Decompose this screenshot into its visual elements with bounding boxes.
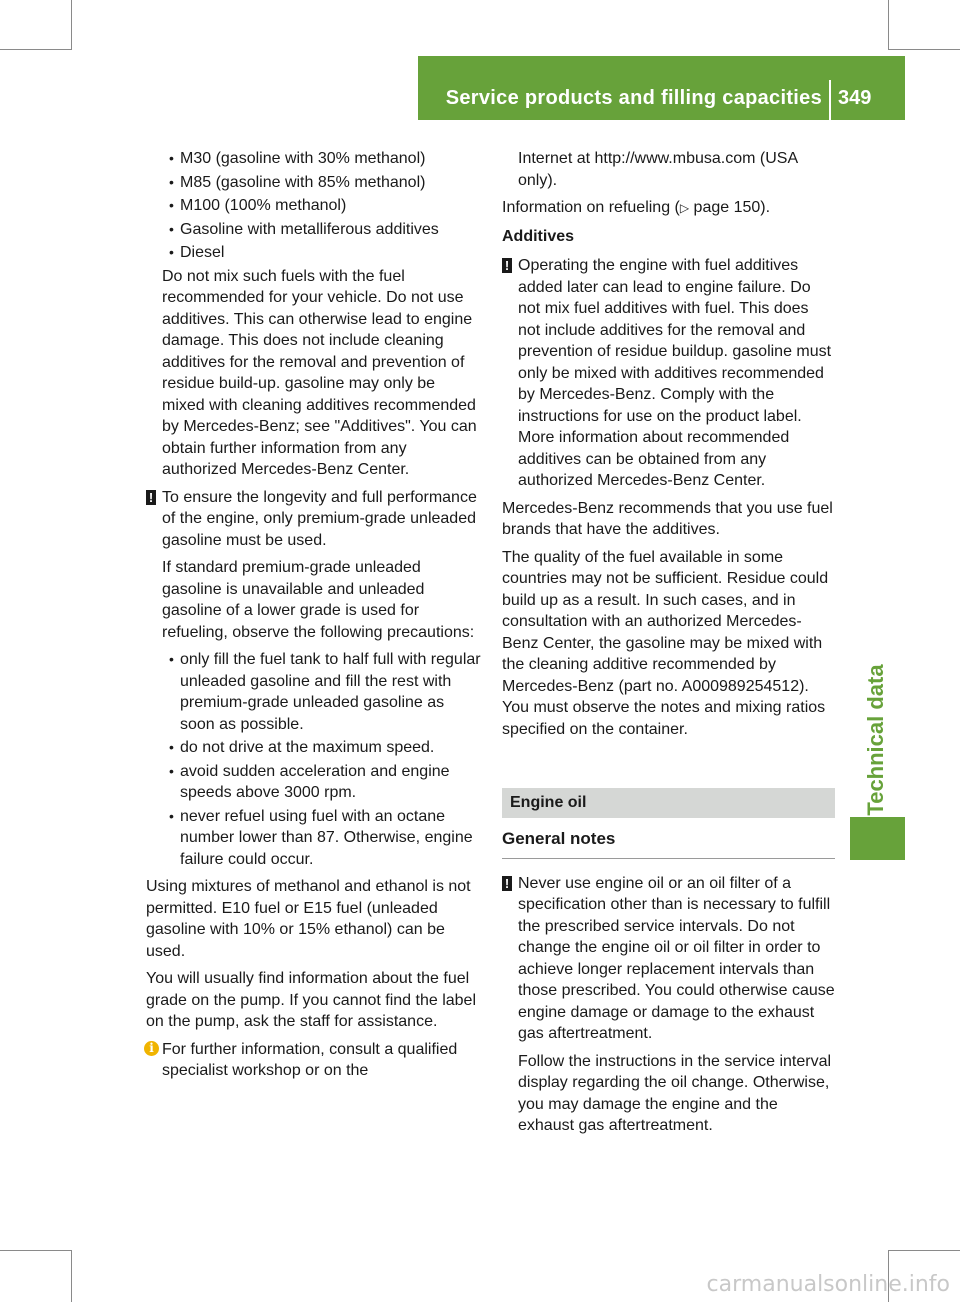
- mixtures-paragraph: Using mixtures of methanol and ethanol is not permitted. E10 fuel or E15 fuel (unleaded gasoline with 10% or 15% ethanol) can be used.: [146, 878, 471, 960]
- list-item: • M30 (gasoline with 30% methanol): [162, 148, 482, 170]
- warning-note: [146, 487, 482, 871]
- page-title: Service products and filling capacities: [445, 87, 822, 109]
- list-item: • avoid sudden acceleration and engine speeds above 3000 rpm.: [162, 761, 482, 804]
- warning-note: [502, 873, 835, 1137]
- warning-text: If standard premium-grade unleaded gasoline is unavailable and unleaded gasoline of a lower grade is used for refueling, observe the following precautions:: [162, 559, 475, 641]
- info-text: For further information, consult a qualified specialist workshop or on the: [162, 1040, 458, 1079]
- list-item: • Diesel: [162, 242, 482, 264]
- additives-heading: Additives: [502, 227, 575, 245]
- list-item: • M85 (gasoline with 85% methanol): [162, 172, 482, 194]
- warning-text: To ensure the longevity and full performance of the engine, only premium-grade unleaded gasoline must be used.: [162, 488, 477, 549]
- list-item: • never refuel using fuel with an octane number lower than 87. Otherwise, engine failure could occur.: [162, 806, 482, 871]
- warning-note: [502, 255, 835, 492]
- side-tab-label: Technical data: [863, 664, 888, 816]
- info-text-continued: Internet at http://www.mbusa.com (USA only).: [518, 150, 798, 189]
- warning-text: Never use engine oil or an oil filter of a specification other than is necessary to fulfill the prescribed service intervals. Do not change the engine oil or oil filter in order to achieve longer replacement intervals than those prescribed. You could otherwise cause engine damage or damage to the exhaust gas aftertreatment.: [518, 874, 835, 1042]
- list-item: • do not drive at the maximum speed.: [162, 737, 482, 759]
- warning-icon: !: [502, 876, 512, 891]
- crop-mark: [71, 0, 72, 50]
- sub-heading: General notes: [502, 829, 616, 848]
- right-column: [502, 148, 835, 1143]
- list-item: • only fill the fuel tank to half full with regular unleaded gasoline and fill the rest with premium-grade unleaded gasoline as soon as possible.: [162, 649, 482, 735]
- crop-mark: [0, 1250, 72, 1251]
- info-note: [146, 1039, 482, 1082]
- refuel-reference: Information on refueling (▷ page 150).: [502, 199, 771, 216]
- page-ref-arrow-icon: ▷: [679, 201, 690, 215]
- watermark: carmanualsonline.info: [706, 1272, 950, 1297]
- crop-mark: [888, 1250, 960, 1251]
- crop-mark: [71, 1250, 72, 1302]
- page-number: 349: [838, 87, 872, 109]
- pump-paragraph: You will usually find information about the fuel grade on the pump. If you cannot find the label on the pump, ask the staff for assistance.: [146, 970, 477, 1030]
- crop-mark: [0, 49, 72, 50]
- crop-mark: [888, 0, 889, 50]
- warning-text: Operating the engine with fuel additives added later can lead to engine failure. Do not mix fuel additives with fuel. This does not include additives for the removal and prevention of residue buildup. gasoline must only be mixed with additives recommended by Mercedes-Benz. Comply with the instructions for use on the product label. More information about recommended additives can be obtained from any authorized Mercedes-Benz Center.: [518, 257, 832, 489]
- left-column: [146, 148, 482, 1088]
- section-heading: Engine oil: [502, 788, 835, 818]
- warning-icon: !: [146, 490, 156, 505]
- list-item: • M100 (100% methanol): [162, 195, 482, 217]
- warning-icon: !: [502, 258, 512, 273]
- warning-text: Follow the instructions in the service interval display regarding the oil change. Otherwise, you may damage the engine and the exhaust gas aftertreatment.: [518, 1052, 832, 1134]
- quality-paragraph: The quality of the fuel available in some countries may not be sufficient. Residue could build up as a result. In such cases, and in consultation with an authorized Mercedes-Benz Center, the gasoline may be mixed with the cleaning additive recommended by Mercedes-Benz (part no. A000989254512). You must observe the notes and mixing ratios specified on the container.: [502, 548, 829, 738]
- side-tab-marker: [850, 817, 905, 860]
- crop-mark: [888, 49, 960, 50]
- header-divider: [829, 80, 831, 120]
- mix-paragraph: Do not mix such fuels with the fuel recommended for your vehicle. Do not use additives. This can otherwise lead to engine damage. This does not include cleaning additives for the removal and prevention of residue build-up. gasoline may only be mixed with cleaning additives recommended by Mercedes-Benz; see "Additives". You can obtain further information from any authorized Mercedes-Benz Center.: [162, 267, 477, 478]
- divider: [502, 858, 835, 859]
- recommends-paragraph: Mercedes-Benz recommends that you use fuel brands that have the additives.: [502, 499, 833, 538]
- info-icon: i: [144, 1041, 159, 1056]
- list-item: • Gasoline with metalliferous additives: [162, 219, 482, 241]
